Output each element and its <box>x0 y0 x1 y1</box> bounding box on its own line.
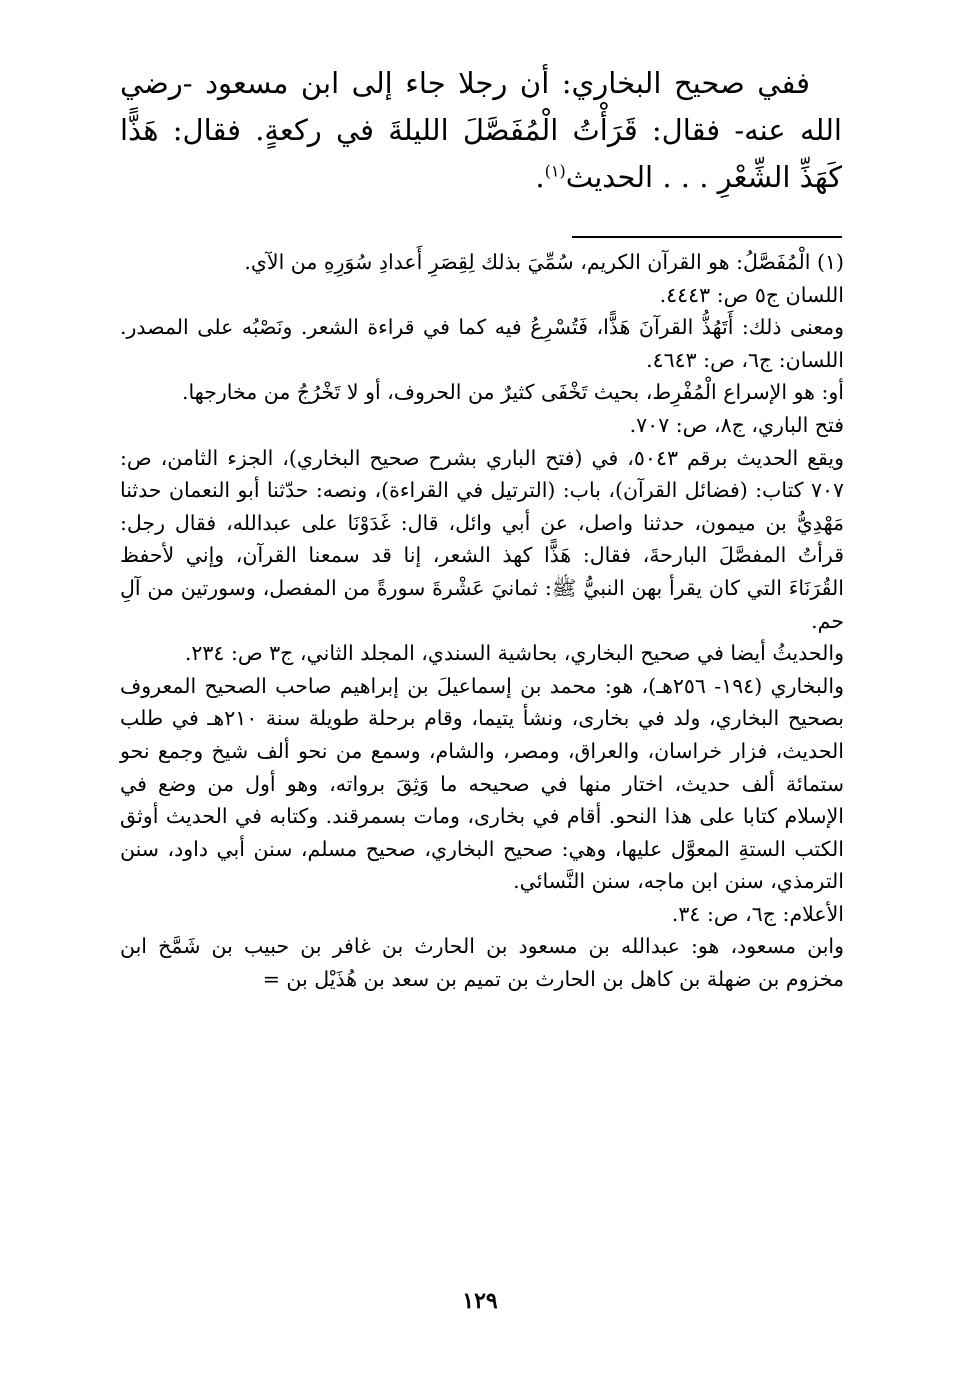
main-paragraph-end: . <box>535 160 545 194</box>
footnote-paragraph: (١) الْمُفَصَّلُ: هو القرآن الكريم، سُمِّيَ بذلك لِقِصَرِ أَعدادِ سُوَرِهِ من الآي. <box>244 250 844 274</box>
footnote-reference: (١) <box>544 161 566 181</box>
footnote-paragraph: والبخاري (١٩٤- ٢٥٦هـ)، هو: محمد بن إسماعيلَ بن إبراهيم صاحب الصحيح المعروف بصحيح البخاري، ولد في بخارى، ونشأ يتيما، وقام برحلة طويلة سنة ٢١٠هـ في طلب الحديث، فزار خراسان، والعراق، ومصر، والشام، وسمع من نحو ألف شيخ وجمع نحو ستمائة ألف حديث، اختار منها في صحيحه ما وَثِقَ برواته، وهو أول من وضع في الإسلام كتابا على هذا النحو. أقام في بخارى، ومات بسمرقند. وكتابه في الحديث أوثق الكتب الستةِ المعوَّل عليها، وهي: صحيح البخاري، صحيح مسلم، سنن أبي داود، سنن الترمذي، سنن ابن ماجه، سنن النَّسائي. <box>120 673 845 894</box>
main-text <box>120 60 842 201</box>
footnote-paragraph: الأعلام: ج٦، ص: ٣٤. <box>671 901 844 926</box>
footnote-paragraph: والحديثُ أيضا في صحيح البخاري، بحاشية السندي، المجلد الثاني، ج٣ ص: ٢٣٤. <box>184 641 844 666</box>
footnote-paragraph: فتح الباري، ج٨، ص: ٧٠٧. <box>629 412 844 437</box>
footnote-paragraph: وابن مسعود، هو: عبدالله بن مسعود بن الحارث بن غافر بن حبيب بن شَمَّخ ابن مخزوم بن ضهلة بن كاهل بن الحارث بن تميم بن سعد بن هُذَيْل بن = <box>120 934 844 992</box>
footnotes <box>120 246 844 996</box>
footnote-paragraph: اللسان ج٥ ص: ٤٤٤٣. <box>659 282 844 307</box>
footnote-paragraph: ومعنى ذلك: أَتَهُذُّ القرآنَ هَذًّا، فَتُسْرِعُ فيه كما في قراءة الشعر. ونَصْبُه على المصدر. اللسان: ج٦، ص: ٤٦٤٣. <box>120 315 844 372</box>
main-paragraph-text: ففي صحيح البخاري: أن رجلا جاء إلى ابن مسعود -رضي الله عنه- فقال: قَرَأْتُ الْمُفَصَّلَ الليلةَ في ركعةٍ. فقال: هَذًّا كَهَذِّ الشِّعْرِ . . . الحديث <box>120 66 842 194</box>
footnote-paragraph: ويقع الحديث برقم ٥٠٤٣، في (فتح الباري بشرح صحيح البخاري)، الجزء الثامن، ص: ٧٠٧ كتاب: (فضائل القرآن)، باب: (الترتيل في القراءة)، ونصه: حدّثنا أبو النعمان حدثنا مَهْدِيُّ بن ميمون، حدثنا واصل، عن أبي وائل، قال: غَدَوْنَا على عبدالله، فقال رجل: قرأتُ المفصَّلَ البارحةَ، فقال: هَذًّا كهذ الشعر، إنا قد سمعنا القرآن، وإني لأحفظ القُرَنَاءَ التي كان يقرأ بهن النبيُّ ﷺ: ثمانيَ عَشْرةَ سورةً من المفصل، وسورتين من آلِ حم. <box>120 445 844 633</box>
footnote-separator <box>572 236 842 238</box>
footnote-paragraph: أو: هو الإسراع الْمُفْرِط، بحيث تَخْفَى كثيرٌ من الحروف، أو لا تَخْرُجُ من مخارجها. <box>182 380 844 405</box>
main-paragraph <box>120 60 842 201</box>
page-number: ١٢٩ <box>462 1288 498 1314</box>
